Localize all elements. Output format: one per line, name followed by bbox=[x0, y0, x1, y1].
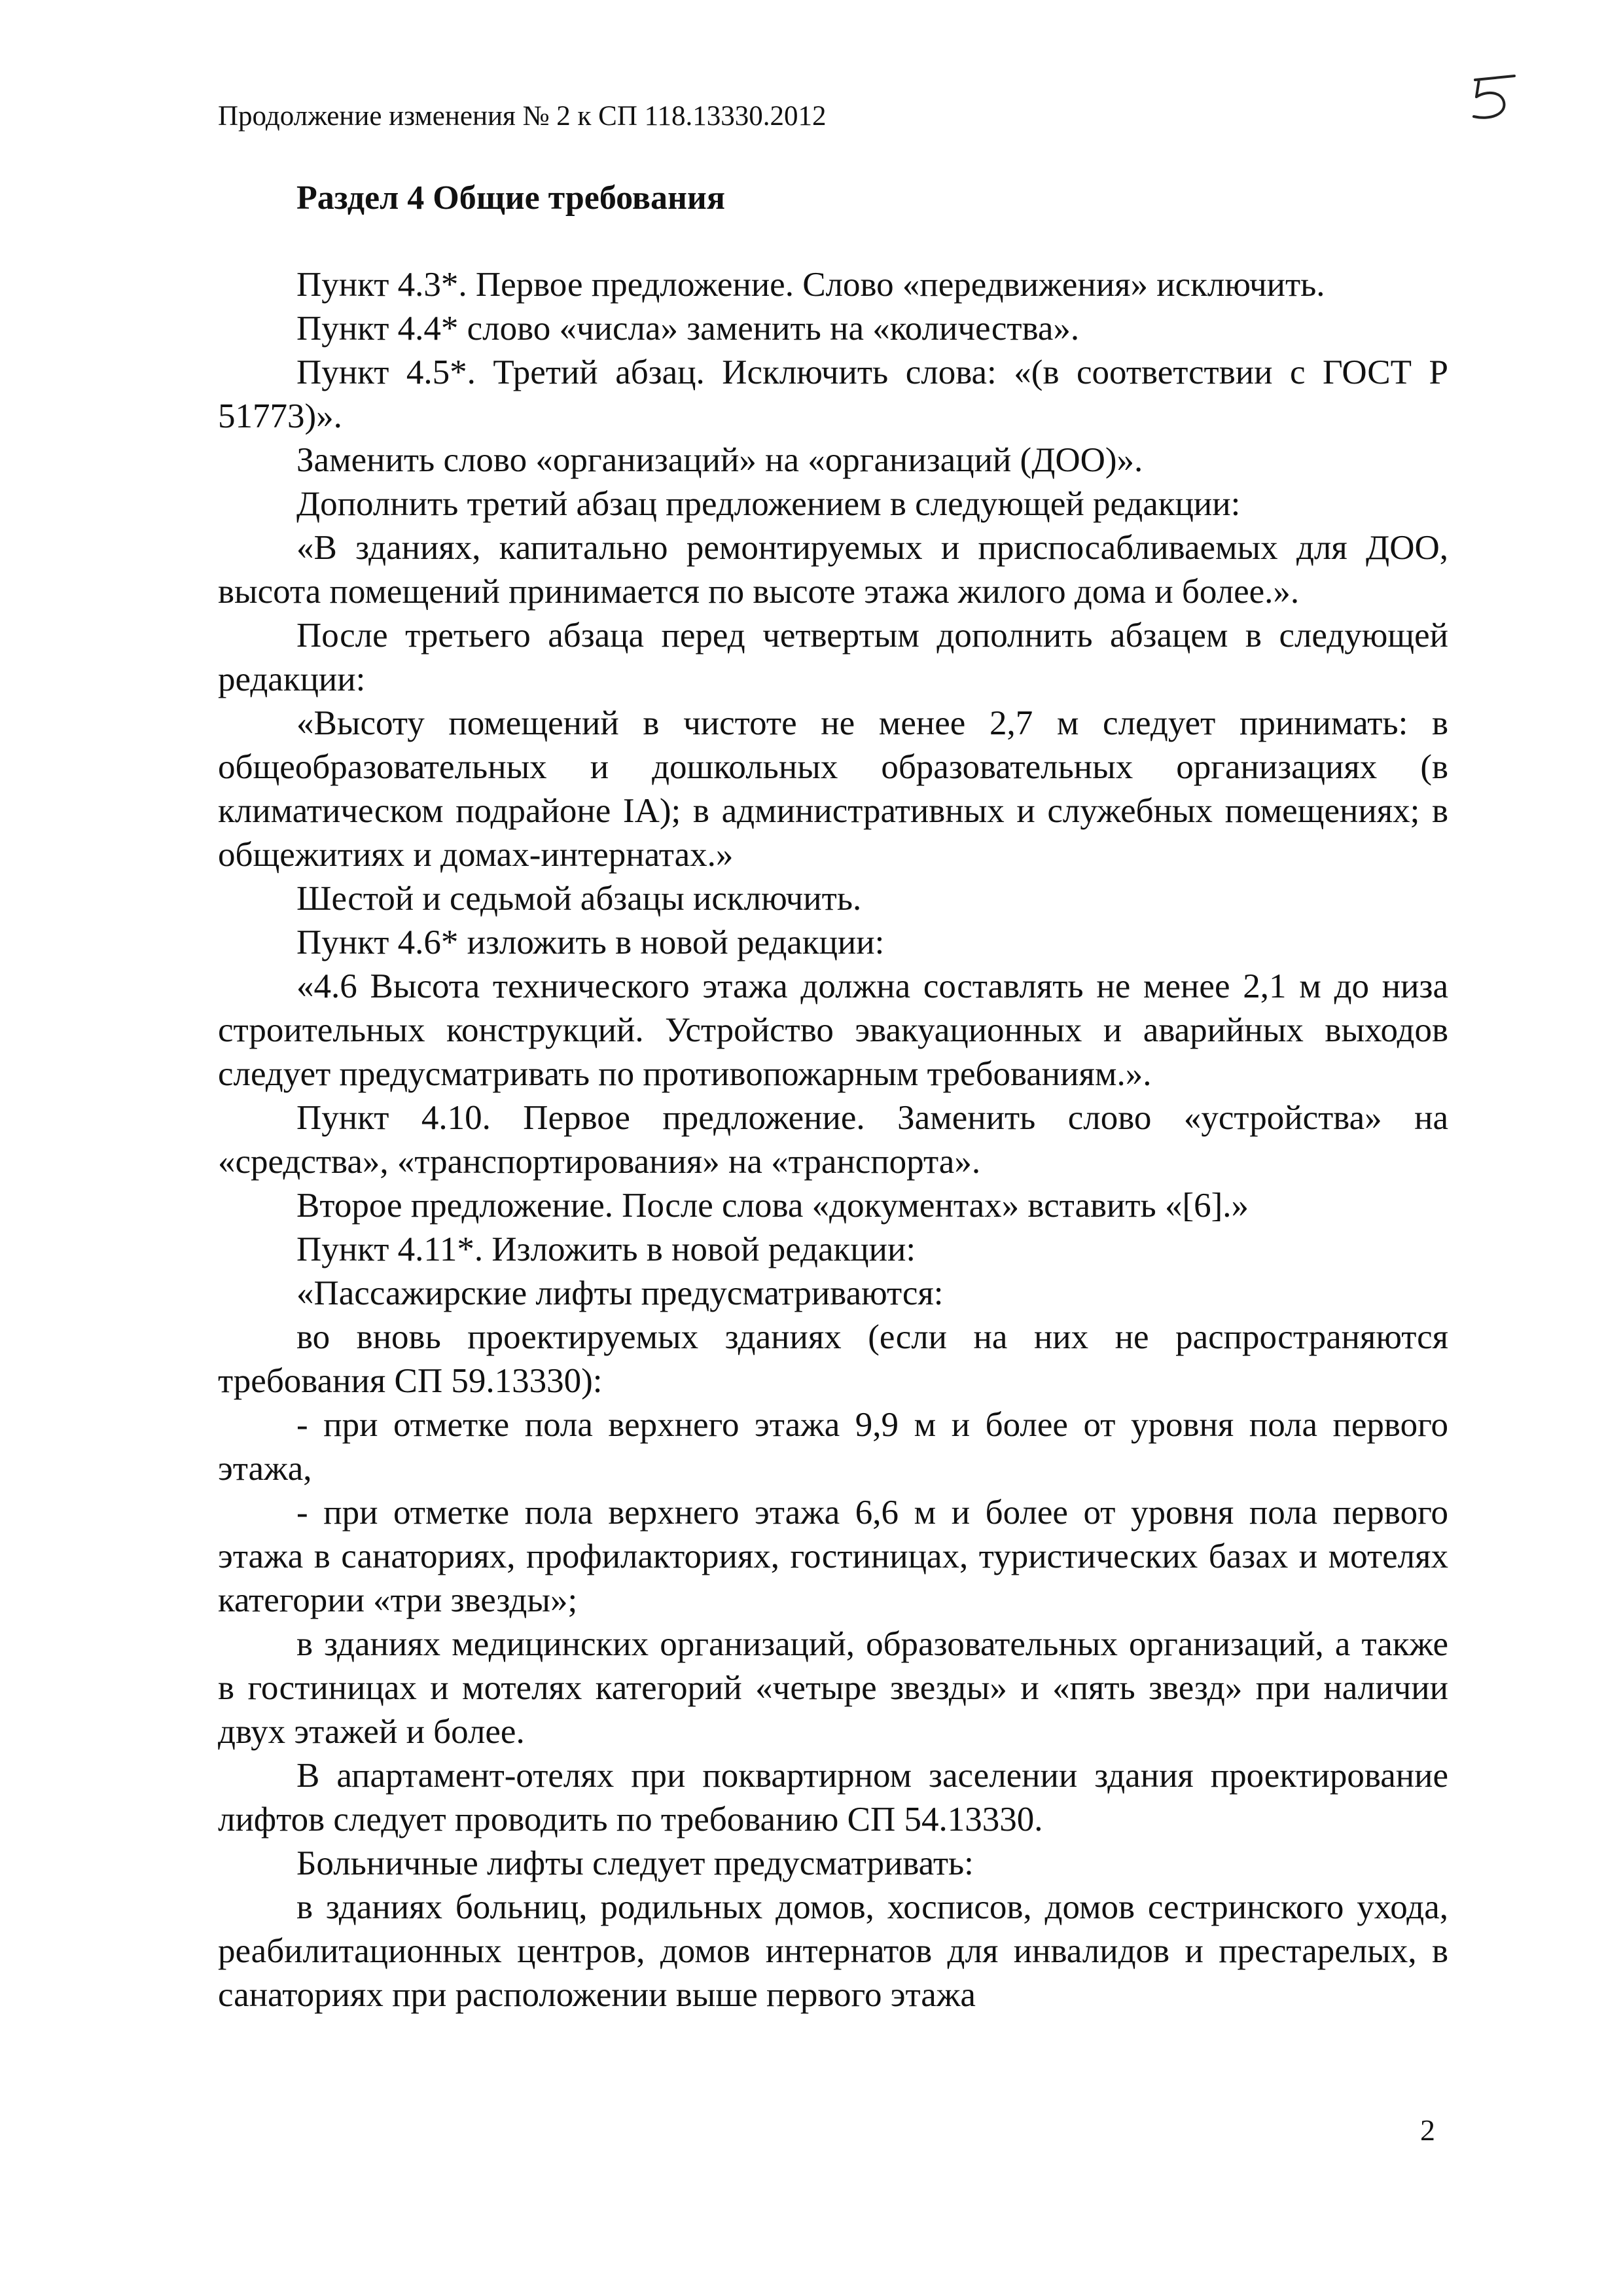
paragraph: в зданиях медицинских организаций, образовательных организаций, а также в гостиницах и мотелях категорий «четыре звезды» и «пять звезд» при наличии двух этажей и более. bbox=[218, 1625, 1448, 1751]
section-title: Раздел 4 Общие требования bbox=[296, 179, 726, 217]
paragraph: - при отметке пола верхнего этажа 9,9 м и более от уровня пола первого этажа, bbox=[218, 1406, 1448, 1488]
paragraph: «В зданиях, капитально ремонтируемых и приспосабливаемых для ДОО, высота помещений принимается по высоте этажа жилого дома и более.». bbox=[218, 529, 1448, 611]
paragraph: Пункт 4.10. Первое предложение. Заменить слово «устройства» на «средства», «транспортирования» на «транспорта». bbox=[218, 1099, 1448, 1181]
paragraph: В апартамент-отелях при поквартирном заселении здания проектирование лифтов следует проводить по требованию СП 54.13330. bbox=[218, 1757, 1448, 1839]
paragraph: После третьего абзаца перед четвертым дополнить абзацем в следующей редакции: bbox=[218, 617, 1448, 698]
paragraph: Второе предложение. После слова «документах» вставить «[6].» bbox=[296, 1187, 1249, 1225]
paragraph: «Высоту помещений в чистоте не менее 2,7 м следует принимать: в общеобразовательных и дошкольных образовательных организациях (в климатическом подрайоне IА); в административных и служебных помещениях; в общежитиях и домах-интернатах.» bbox=[218, 704, 1448, 874]
paragraph: Пункт 4.11*. Изложить в новой редакции: bbox=[296, 1230, 916, 1268]
paragraph: во вновь проектируемых зданиях (если на них не распространяются требования СП 59.13330): bbox=[218, 1318, 1448, 1400]
paragraph: в зданиях больниц, родильных домов, хосписов, домов сестринского ухода, реабилитационных центров, домов интернатов для инвалидов и престарелых, в санаториях при расположении выше первого этажа bbox=[218, 1888, 1448, 2014]
paragraph: Дополнить третий абзац предложением в следующей редакции: bbox=[296, 485, 1241, 523]
paragraph: Заменить слово «организаций» на «организаций (ДОО)». bbox=[296, 441, 1143, 479]
paragraph: Пункт 4.6* изложить в новой редакции: bbox=[296, 924, 885, 961]
paragraph: «Пассажирские лифты предусматриваются: bbox=[296, 1274, 944, 1312]
paragraph: Пункт 4.4* слово «числа» заменить на «количества». bbox=[296, 310, 1080, 348]
paragraph: - при отметке пола верхнего этажа 6,6 м и более от уровня пола первого этажа в санаториях, профилакториях, гостиницах, туристических базах и мотелях категории «три звезды»; bbox=[218, 1494, 1448, 1619]
body-text bbox=[218, 263, 1448, 2017]
page-number: 2 bbox=[1420, 2113, 1435, 2147]
handwritten-page-mark bbox=[1465, 71, 1524, 123]
paragraph: Пункт 4.3*. Первое предложение. Слово «передвижения» исключить. bbox=[296, 266, 1325, 304]
paragraph: Пункт 4.5*. Третий абзац. Исключить слова: «(в соответствии с ГОСТ Р 51773)». bbox=[218, 353, 1448, 435]
paragraph: Шестой и седьмой абзацы исключить. bbox=[296, 880, 862, 918]
running-header: Продолжение изменения № 2 к СП 118.13330.2012 bbox=[218, 101, 827, 132]
paragraph: «4.6 Высота технического этажа должна составлять не менее 2,1 м до низа строительных конструкций. Устройство эвакуационных и аварийных выходов следует предусматривать по противопожарным требованиям.». bbox=[218, 967, 1448, 1093]
paragraph: Больничные лифты следует предусматривать: bbox=[296, 1844, 974, 1882]
